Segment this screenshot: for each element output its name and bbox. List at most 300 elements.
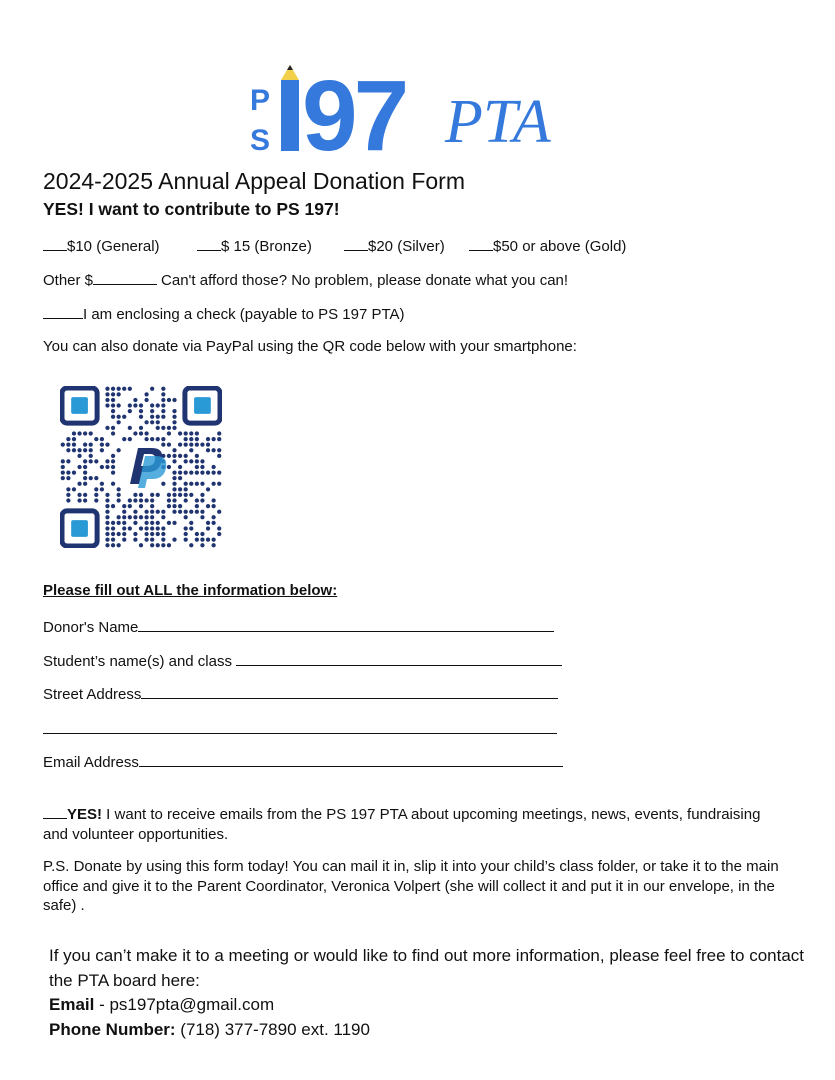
qr-dot	[184, 493, 188, 497]
qr-dot	[178, 476, 182, 480]
qr-dot	[128, 498, 132, 502]
qr-dot	[83, 493, 87, 497]
qr-dot	[128, 426, 132, 430]
qr-dot	[66, 437, 70, 441]
qr-dot	[144, 510, 148, 514]
qr-dot	[156, 521, 160, 525]
tier-bronze[interactable]: $ 15 (Bronze)	[197, 236, 312, 255]
qr-dot	[167, 454, 171, 458]
qr-dot	[150, 510, 154, 514]
qr-dot	[211, 537, 215, 541]
qr-dot	[184, 537, 188, 541]
qr-dot	[117, 392, 121, 396]
qr-dot	[77, 493, 81, 497]
qr-dot	[111, 504, 115, 508]
qr-dot	[94, 437, 98, 441]
qr-dot	[122, 537, 126, 541]
qr-dot	[172, 420, 176, 424]
qr-dot	[211, 521, 215, 525]
qr-dot	[217, 431, 221, 435]
contact-intro: If you can’t make it to a meeting or would like to find out more information, please feel free to contact the PTA board here:	[49, 946, 805, 990]
qr-dot	[206, 504, 210, 508]
qr-dot	[178, 504, 182, 508]
qr-dot	[77, 482, 81, 486]
qr-dot	[89, 459, 93, 463]
svg-text:97: 97	[302, 62, 406, 154]
qr-dot	[128, 387, 132, 391]
qr-dot	[156, 510, 160, 514]
qr-dot	[206, 443, 210, 447]
qr-finder-center	[194, 397, 211, 414]
qr-dot	[211, 504, 215, 508]
qr-dot	[156, 437, 160, 441]
qr-dot	[122, 504, 126, 508]
qr-dot	[89, 443, 93, 447]
qr-dot	[144, 526, 148, 530]
qr-dot	[206, 526, 210, 530]
qr-dot	[206, 487, 210, 491]
qr-dot	[111, 431, 115, 435]
qr-dot	[150, 498, 154, 502]
qr-dot	[111, 426, 115, 430]
street-address-field[interactable]: Street Address	[43, 684, 558, 703]
qr-dot	[161, 398, 165, 402]
qr-dot	[184, 487, 188, 491]
qr-dot	[66, 459, 70, 463]
qr-dot	[139, 426, 143, 430]
qr-dot	[200, 459, 204, 463]
qr-dot	[105, 504, 109, 508]
qr-dot	[139, 415, 143, 419]
qr-dot	[211, 543, 215, 547]
qr-dot	[178, 431, 182, 435]
qr-dot	[178, 487, 182, 491]
qr-dot	[200, 482, 204, 486]
qr-dot	[128, 526, 132, 530]
qr-dot	[89, 431, 93, 435]
qr-dot	[66, 498, 70, 502]
qr-dot	[206, 537, 210, 541]
qr-dot	[72, 470, 76, 474]
qr-dot	[117, 493, 121, 497]
tier-general[interactable]: $10 (General)	[43, 236, 160, 255]
qr-dot	[61, 443, 65, 447]
qr-dot	[156, 426, 160, 430]
form-title: 2024-2025 Annual Appeal Donation Form	[43, 168, 465, 194]
qr-dot	[111, 532, 115, 536]
qr-dot	[83, 476, 87, 480]
qr-dot	[77, 498, 81, 502]
qr-dot	[77, 431, 81, 435]
qr-dot	[200, 510, 204, 514]
qr-dot	[150, 532, 154, 536]
qr-dot	[172, 498, 176, 502]
qr-dot	[105, 426, 109, 430]
qr-dot	[105, 526, 109, 530]
qr-dot	[117, 543, 121, 547]
qr-dot	[200, 493, 204, 497]
qr-dot	[211, 465, 215, 469]
qr-dot	[111, 521, 115, 525]
qr-dot	[200, 465, 204, 469]
qr-dot	[111, 482, 115, 486]
svg-text:S: S	[250, 124, 271, 154]
qr-dot	[206, 437, 210, 441]
qr-dot	[189, 526, 193, 530]
qr-dot	[139, 543, 143, 547]
qr-dot	[150, 409, 154, 413]
qr-dot	[150, 504, 154, 508]
qr-dot	[83, 465, 87, 469]
qr-dot	[72, 487, 76, 491]
qr-dot	[66, 470, 70, 474]
qr-dot	[172, 504, 176, 508]
qr-dot	[61, 465, 65, 469]
qr-dot	[195, 532, 199, 536]
qr-dot	[172, 493, 176, 497]
qr-dot	[150, 403, 154, 407]
qr-dot	[195, 431, 199, 435]
qr-dot	[72, 431, 76, 435]
qr-dot	[172, 426, 176, 430]
qr-dot	[217, 532, 221, 536]
qr-dot	[83, 443, 87, 447]
qr-dot	[111, 398, 115, 402]
qr-dot	[122, 437, 126, 441]
qr-dot	[117, 448, 121, 452]
qr-dot	[144, 537, 148, 541]
qr-dot	[200, 498, 204, 502]
headline: YES! I want to contribute to PS 197!	[43, 199, 340, 219]
qr-dot	[184, 498, 188, 502]
qr-dot	[94, 493, 98, 497]
qr-dot	[195, 459, 199, 463]
qr-dot	[94, 459, 98, 463]
qr-dot	[144, 498, 148, 502]
other-amount-line: Other $ Can't afford those? No problem, please donate what you can!	[43, 272, 569, 289]
qr-dot	[211, 482, 215, 486]
qr-dot	[128, 409, 132, 413]
qr-dot	[105, 403, 109, 407]
qr-dot	[72, 437, 76, 441]
qr-dot	[178, 470, 182, 474]
qr-dot	[139, 526, 143, 530]
qr-dot	[105, 521, 109, 525]
qr-dot	[122, 532, 126, 536]
qr-dot	[128, 515, 132, 519]
qr-dot	[161, 510, 165, 514]
qr-dot	[66, 443, 70, 447]
qr-dot	[189, 437, 193, 441]
qr-dot	[150, 415, 154, 419]
qr-dot	[150, 493, 154, 497]
qr-dot	[122, 387, 126, 391]
contact-phone: Phone Number: (718) 377-7890 ext. 1190	[49, 1019, 370, 1039]
qr-dot	[211, 470, 215, 474]
qr-dot	[122, 521, 126, 525]
check-option[interactable]: I am enclosing a check (payable to PS 197 PTA)	[43, 304, 405, 323]
qr-dot	[144, 392, 148, 396]
qr-dot	[217, 437, 221, 441]
qr-dot	[172, 415, 176, 419]
qr-dot	[184, 470, 188, 474]
qr-dot	[189, 521, 193, 525]
qr-dot	[178, 465, 182, 469]
qr-dot	[117, 387, 121, 391]
qr-dot	[189, 459, 193, 463]
qr-dot	[184, 454, 188, 458]
qr-dot	[161, 515, 165, 519]
qr-dot	[139, 431, 143, 435]
qr-dot	[178, 443, 182, 447]
qr-dot	[117, 521, 121, 525]
email-address-field[interactable]: Email Address	[43, 752, 563, 771]
qr-dot	[195, 537, 199, 541]
qr-dot	[184, 482, 188, 486]
qr-dot	[156, 403, 160, 407]
qr-dot	[195, 510, 199, 514]
contact-section	[49, 944, 809, 1042]
qr-dot	[167, 504, 171, 508]
qr-dot	[111, 387, 115, 391]
qr-dot	[89, 454, 93, 458]
qr-dot	[117, 415, 121, 419]
qr-dot	[156, 543, 160, 547]
qr-dot	[178, 493, 182, 497]
qr-dot	[200, 470, 204, 474]
qr-dot	[211, 515, 215, 519]
qr-dot	[133, 510, 137, 514]
qr-dot	[128, 437, 132, 441]
qr-dot	[128, 403, 132, 407]
qr-dot	[150, 543, 154, 547]
qr-dot	[178, 510, 182, 514]
qr-dot	[172, 398, 176, 402]
qr-dot	[184, 515, 188, 519]
qr-dot	[189, 431, 193, 435]
qr-dot	[117, 515, 121, 519]
qr-dot	[144, 515, 148, 519]
qr-dot	[139, 493, 143, 497]
qr-dot	[133, 431, 137, 435]
qr-dot	[195, 482, 199, 486]
qr-dot	[200, 443, 204, 447]
qr-dot	[100, 482, 104, 486]
qr-dot	[167, 431, 171, 435]
qr-dot	[161, 387, 165, 391]
qr-dot	[117, 487, 121, 491]
qr-dot	[217, 448, 221, 452]
qr-dot	[105, 510, 109, 514]
qr-dot	[111, 403, 115, 407]
qr-dot	[111, 415, 115, 419]
qr-dot	[72, 443, 76, 447]
qr-dot	[100, 443, 104, 447]
qr-dot	[156, 415, 160, 419]
qr-dot	[117, 532, 121, 536]
qr-dot	[122, 415, 126, 419]
qr-dot	[172, 454, 176, 458]
qr-dot	[156, 532, 160, 536]
qr-dot	[111, 392, 115, 396]
qr-dot	[122, 510, 126, 514]
qr-dot	[161, 409, 165, 413]
qr-dot	[172, 476, 176, 480]
ps-note: P.S. Donate by using this form today! You can mail it in, slip it into your child’s class folder, or take it to the main office and give it to the Parent Coordinator, Veronica Volpert (she will collect it and put it in our envelope, in the safe) .	[43, 858, 779, 914]
qr-dot	[217, 510, 221, 514]
qr-dot	[144, 437, 148, 441]
email-optin[interactable]: YES! I want to receive emails from the PS 197 PTA about upcoming meetings, news, events, fundraising and volunteer opportunities.	[43, 806, 761, 843]
qr-dot	[133, 532, 137, 536]
qr-dot	[167, 465, 171, 469]
svg-text:P: P	[250, 84, 271, 117]
qr-dot	[100, 448, 104, 452]
info-header: Please fill out ALL the information below:	[43, 582, 338, 599]
qr-dot	[66, 487, 70, 491]
qr-dot	[105, 443, 109, 447]
paypal-note: You can also donate via PayPal using the QR code below with your smartphone:	[43, 338, 577, 355]
contact-email: Email - ps197pta@gmail.com	[49, 995, 275, 1014]
qr-dot	[195, 498, 199, 502]
qr-dot	[139, 403, 143, 407]
qr-dot	[161, 437, 165, 441]
qr-dot	[150, 537, 154, 541]
qr-dot	[195, 454, 199, 458]
qr-dot	[83, 498, 87, 502]
qr-dot	[150, 526, 154, 530]
qr-dot	[172, 470, 176, 474]
qr-dot	[184, 532, 188, 536]
qr-dot	[206, 470, 210, 474]
qr-dot	[105, 493, 109, 497]
qr-dot	[89, 476, 93, 480]
qr-dot	[217, 526, 221, 530]
qr-dot	[217, 454, 221, 458]
qr-dot	[161, 403, 165, 407]
qr-finder-center	[71, 520, 88, 537]
qr-dot	[195, 465, 199, 469]
qr-dot	[111, 470, 115, 474]
qr-dot	[200, 515, 204, 519]
qr-dot	[94, 498, 98, 502]
qr-dot	[139, 515, 143, 519]
qr-dot	[150, 521, 154, 525]
qr-dot	[172, 459, 176, 463]
student-name-field[interactable]: Student’s name(s) and class	[43, 651, 562, 670]
qr-dot	[128, 504, 132, 508]
qr-dot	[172, 409, 176, 413]
qr-dot	[184, 443, 188, 447]
qr-dot	[172, 448, 176, 452]
qr-dot	[117, 403, 121, 407]
qr-dot	[217, 470, 221, 474]
qr-dot	[184, 510, 188, 514]
tier-silver[interactable]: $20 (Silver)	[344, 236, 445, 255]
qr-dot	[66, 476, 70, 480]
qr-dot	[105, 459, 109, 463]
tier-gold[interactable]: $50 or above (Gold)	[469, 236, 626, 255]
qr-dot	[111, 543, 115, 547]
qr-dot	[94, 476, 98, 480]
qr-dot	[167, 426, 171, 430]
qr-dot	[83, 431, 87, 435]
qr-dot	[161, 415, 165, 419]
qr-dot	[172, 482, 176, 486]
donor-name-field[interactable]: Donor's Name	[43, 617, 554, 636]
qr-dot	[61, 459, 65, 463]
qr-dot	[195, 437, 199, 441]
qr-dot	[144, 398, 148, 402]
street-address-line2-field[interactable]	[43, 719, 557, 738]
qr-dot	[167, 543, 171, 547]
qr-dot	[150, 515, 154, 519]
qr-dot	[217, 482, 221, 486]
qr-dot	[167, 498, 171, 502]
qr-dot	[161, 537, 165, 541]
qr-dot	[111, 526, 115, 530]
qr-dot	[172, 537, 176, 541]
qr-dot	[161, 526, 165, 530]
qr-dot	[105, 515, 109, 519]
qr-dot	[83, 459, 87, 463]
qr-dot	[66, 493, 70, 497]
qr-dot	[100, 465, 104, 469]
qr-dot	[189, 510, 193, 514]
qr-dot	[89, 448, 93, 452]
qr-dot	[122, 515, 126, 519]
qr-dot	[61, 476, 65, 480]
qr-dot	[178, 454, 182, 458]
qr-dot	[139, 409, 143, 413]
qr-dot	[105, 537, 109, 541]
qr-dot	[150, 420, 154, 424]
qr-dot	[167, 521, 171, 525]
other-amount-input[interactable]	[93, 270, 157, 285]
qr-dot	[61, 470, 65, 474]
qr-dot	[195, 443, 199, 447]
qr-dot	[105, 398, 109, 402]
qr-dot	[117, 498, 121, 502]
qr-dot	[150, 387, 154, 391]
qr-dot	[105, 498, 109, 502]
qr-dot	[172, 521, 176, 525]
qr-dot	[200, 532, 204, 536]
qr-dot	[144, 431, 148, 435]
qr-dot	[111, 459, 115, 463]
qr-dot	[122, 526, 126, 530]
qr-dot	[133, 515, 137, 519]
qr-dot	[211, 448, 215, 452]
qr-dot	[139, 504, 143, 508]
qr-dot	[161, 543, 165, 547]
qr-dot	[111, 409, 115, 413]
qr-dot	[184, 526, 188, 530]
qr-dot	[167, 493, 171, 497]
paypal-qr-code[interactable]	[60, 386, 222, 548]
qr-dot	[189, 482, 193, 486]
qr-dot	[77, 454, 81, 458]
qr-dot	[161, 426, 165, 430]
qr-dot	[167, 398, 171, 402]
qr-dot	[83, 448, 87, 452]
qr-dot	[189, 470, 193, 474]
qr-dot	[161, 443, 165, 447]
qr-dot	[189, 443, 193, 447]
qr-dot	[161, 482, 165, 486]
qr-dot	[189, 543, 193, 547]
qr-dot	[133, 537, 137, 541]
qr-dot	[200, 537, 204, 541]
